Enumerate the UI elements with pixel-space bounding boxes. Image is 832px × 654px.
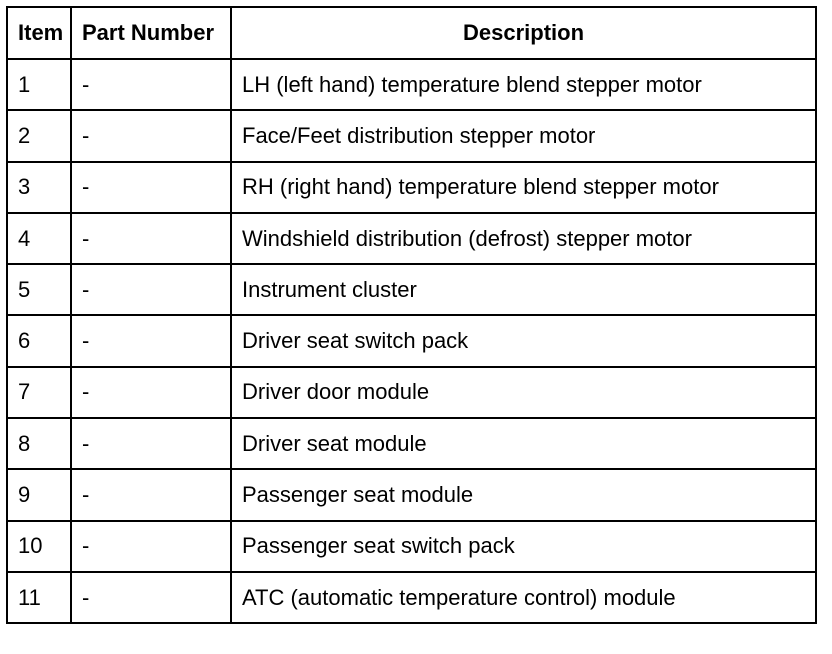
cell-part-number: - [71,59,231,110]
table-row [7,367,816,418]
cell-part-number: - [71,264,231,315]
cell-part-number: - [71,367,231,418]
table-row [7,110,816,161]
cell-item: 6 [7,315,71,366]
header-description: Description [231,7,816,59]
table-row [7,213,816,264]
cell-description: ATC (automatic temperature control) module [231,572,816,623]
header-part-number: Part Number [71,7,231,59]
cell-part-number: - [71,162,231,213]
cell-description: Passenger seat module [231,469,816,520]
cell-part-number: - [71,521,231,572]
cell-item: 9 [7,469,71,520]
table-header-row [7,7,816,59]
cell-item: 10 [7,521,71,572]
cell-part-number: - [71,418,231,469]
cell-item: 7 [7,367,71,418]
cell-item: 8 [7,418,71,469]
cell-item: 5 [7,264,71,315]
cell-description: Face/Feet distribution stepper motor [231,110,816,161]
cell-description: Passenger seat switch pack [231,521,816,572]
table-row [7,59,816,110]
cell-part-number: - [71,572,231,623]
table-row [7,162,816,213]
cell-description: Windshield distribution (defrost) stepper motor [231,213,816,264]
cell-description: Instrument cluster [231,264,816,315]
cell-description: RH (right hand) temperature blend stepper motor [231,162,816,213]
table-row [7,521,816,572]
table-row [7,572,816,623]
cell-description: Driver seat module [231,418,816,469]
table-row [7,315,816,366]
cell-description: LH (left hand) temperature blend stepper motor [231,59,816,110]
cell-description: Driver door module [231,367,816,418]
cell-item: 4 [7,213,71,264]
cell-part-number: - [71,110,231,161]
parts-table [6,6,817,624]
cell-part-number: - [71,469,231,520]
cell-part-number: - [71,213,231,264]
table-row [7,469,816,520]
cell-item: 1 [7,59,71,110]
table-row [7,418,816,469]
cell-part-number: - [71,315,231,366]
cell-description: Driver seat switch pack [231,315,816,366]
cell-item: 11 [7,572,71,623]
cell-item: 2 [7,110,71,161]
table-row [7,264,816,315]
cell-item: 3 [7,162,71,213]
header-item: Item [7,7,71,59]
